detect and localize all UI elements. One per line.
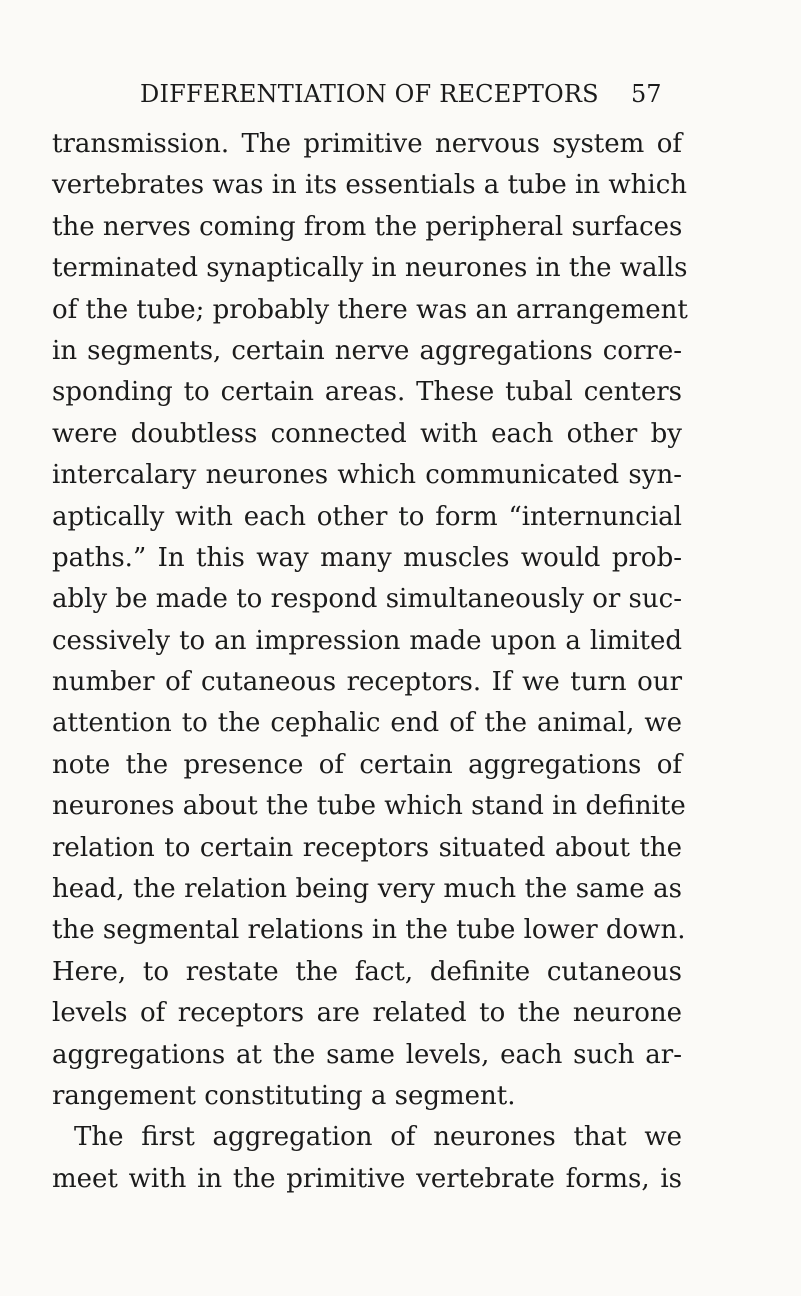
text-line: of the tube; probably there was an arrangement <box>52 294 688 325</box>
text-line: rangement constituting a segment. <box>52 1080 516 1111</box>
text-line: were doubtless connected with each other by <box>52 418 682 449</box>
text-line: the nerves coming from the peripheral surfaces <box>52 211 683 242</box>
text-line: ably be made to respond simultaneously or suc- <box>52 584 682 615</box>
text-line: aggregations at the same levels, each such ar- <box>52 1039 682 1070</box>
text-line: intercalary neurones which communicated syn- <box>52 460 682 491</box>
running-head <box>0 80 801 116</box>
text-line: number of cutaneous receptors. If we turn our <box>52 667 682 698</box>
running-title: DIFFERENTIATION OF RECEPTORS <box>140 80 599 108</box>
text-line: vertebrates was in its essentials a tube in which <box>52 170 688 201</box>
text-line: attention to the cephalic end of the animal, we <box>52 708 682 739</box>
text-line: meet with in the primitive vertebrate forms, is <box>52 1163 682 1194</box>
body-text <box>52 124 688 1200</box>
text-line: relation to certain receptors situated about the <box>52 832 682 863</box>
text-line: in segments, certain nerve aggregations corre- <box>52 335 682 366</box>
text-line: levels of receptors are related to the neurone <box>52 998 682 1029</box>
page-number: 57 <box>631 80 662 108</box>
text-line: note the presence of certain aggregations of <box>52 749 682 780</box>
text-line: cessively to an impression made upon a limited <box>52 625 682 656</box>
text-line: sponding to certain areas. These tubal centers <box>52 377 682 408</box>
text-line: transmission. The primitive nervous system of <box>52 129 682 159</box>
text-line: aptically with each other to form “internuncial <box>52 501 682 532</box>
text-line: head, the relation being very much the same as <box>52 874 682 905</box>
text-line: paths.” In this way many muscles would prob- <box>52 542 682 573</box>
text-line: The first aggregation of neurones that we <box>74 1122 682 1153</box>
text-line: the segmental relations in the tube lower down. <box>52 915 686 946</box>
text-line: Here, to restate the fact, definite cutaneous <box>52 956 682 987</box>
text-line: neurones about the tube which stand in definite <box>52 791 686 822</box>
text-line: terminated synaptically in neurones in the walls <box>52 253 688 284</box>
